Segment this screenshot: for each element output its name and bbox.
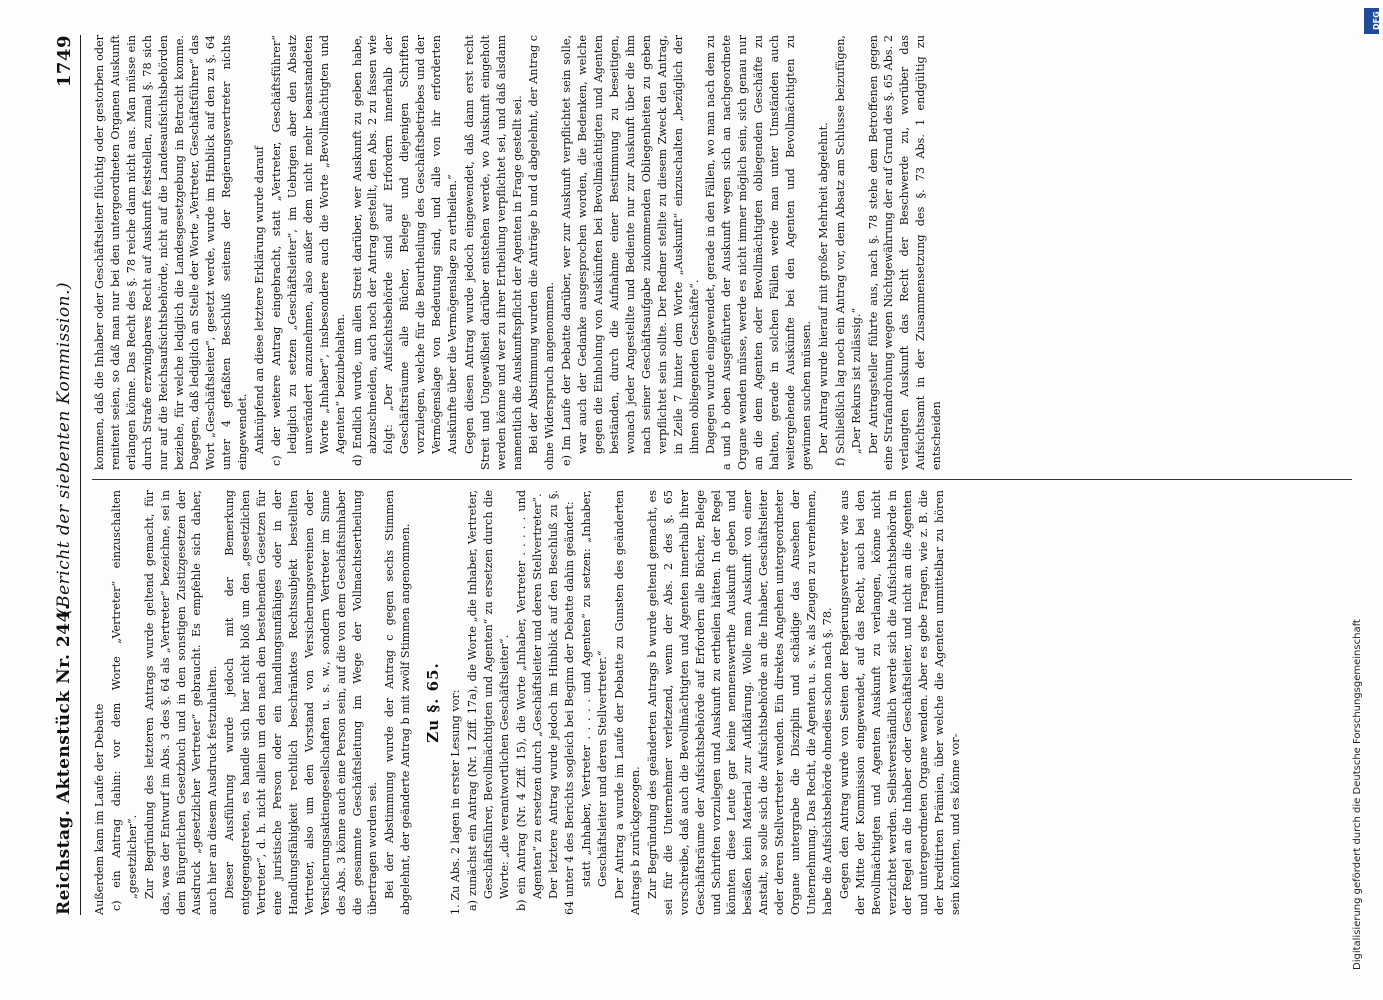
paragraph: kommen, daß die Inhaber oder Geschäftsleiter flüchtig oder gestorben oder renitent seien, so daß man nur bei den untergeordneten Organen Auskunft erlangen könne. Das Recht des §. 78 reiche dann nicht aus. Man müsse ein durch Strafe erzwingbares Recht auf Auskunft feststellen, zumal §. 78 sich nur auf die Reichsaufsichtsbehörde, nicht auf die Landesaufsichtsbehörden beziehe, für welche lediglich die Landesgesetzgebung in Betracht komme. Dagegen, daß lediglich an Stelle der Worte „Vertreter, Geschäftsführer“ das Wort „Geschäftsleiter“, gesetzt werde, wurde im Hinblick auf den zu §. 64 unter 4 gefaßten Beschluß seitens der Regierungsvertreter nichts eingewendet. bbox=[93, 35, 250, 470]
running-head bbox=[50, 35, 81, 915]
paragraph: c) ein Antrag dahin: vor dem Worte „Vertreter“ einzuschalten „gesetzlicher“. bbox=[109, 490, 139, 911]
paragraph: Anknüpfend an diese letztere Erklärung wurde darauf bbox=[253, 146, 267, 454]
paragraph: f) Schließlich lag noch ein Antrag vor, dem Absatz am Schlusse beizufügen, „Der Rekurs ist zulässig.“ bbox=[833, 35, 863, 466]
running-head-left: Reichstag. Aktenstück Nr. 244. bbox=[54, 603, 74, 915]
left-column bbox=[92, 490, 1362, 915]
running-head-center: (Bericht der siebenten Kommission.) bbox=[54, 281, 74, 615]
paragraph: Zur Begründung des geänderten Antrags b wurde geltend gemacht, es sei für die Unternehmer verletzend, wenn der Abs. 2 des §. 65 vorschreibe, daß auch die Bevollmächtigten und Agenten innerhalb ihrer Geschäftsräume der Aufsichtsbehörde auf Erfordern alle Bücher, Belege und Schriften vorzulegen und Auskunft zu ertheilen hätten. In der Regel könnten diese Leute gar keine nennenswerthe Auskunft geben und besäßen kein Material zur Aufklärung. Wolle man Auskunft von einer Anstalt, so solle sich die Aufsichtsbehörde an die Inhaber, Geschäftsleiter oder deren Stellvertreter wenden. Ein direktes Angehen untergeordneter Organe untergrabe die Disziplin und schädige das Ansehen der Unternehmung. Das Recht, die Agenten u. s. w. als Zeugen zu vernehmen, habe die Aufsichtsbehörde ohnedies schon nach §. 78. bbox=[645, 490, 834, 915]
paragraph: Der Antrag wurde hierauf mit großer Mehrheit abgelehnt. bbox=[816, 122, 830, 454]
page-number: 1749 bbox=[54, 35, 75, 88]
paragraph: statt „Inhaber, Vertreter . . . . . und Agenten“ zu setzen: „Inhaber, Geschäftsleiter und deren Stellvertreter.“ bbox=[580, 490, 610, 887]
section-heading: Zu §. 65. bbox=[424, 662, 443, 743]
paragraph: Dieser Ausführung wurde jedoch mit der Bemerkung entgegengetreten, es handle sich hier nicht bloß um den „gesetzlichen Vertreter“, d. h. nicht allein um den nach den bestehenden Gesetzen für eine juristische Person oder ein handlungsunfähiges oder in der Handlungsfähigkeit rechtlich beschränktes Rechtssubjekt bestellten Vertreter, also um den Vorstand von Versicherungsvereinen oder Versicherungsaktiengesellschaften u. s. w., sondern Vertreter im Sinne des Abs. 3 könne auch eine Person sein, auf die von dem Geschäftsinhaber die gesammte Geschäftsleitung im Wege der Vollmachtsertheilung übertragen worden sei. bbox=[223, 490, 380, 915]
paragraph: Der Antrag a wurde im Laufe der Debatte zu Gunsten des geänderten Antrags b zurückgezogen. bbox=[613, 490, 642, 915]
rotated-page-content bbox=[50, 35, 1370, 915]
paragraph: Bei der Abstimmung wurden die Anträge b und d abgelehnt, der Antrag c ohne Widerspruch angenommen. bbox=[527, 35, 557, 470]
paragraph: d) Endlich wurde, um allen Streit darüber, wer Auskunft zu geben habe, abzuschneiden, auch noch der Antrag gestellt, den Abs. 2 zu fassen wie folgt: „Der Aufsichtsbehörde sind auf Erfordern innerhalb der Geschäftsräume alle Bücher, Belege und diejenigen Schriften vorzulegen, welche für die Beurtheilung des Geschäftsbetriebes und der Vermögenslage von Bedeutung sind, und alle von ihr erforderten Auskünfte über die Vermögenslage zu ertheilen.“ bbox=[350, 35, 459, 466]
paragraph: Der Antragsteller führte aus, nach §. 78 stehe dem Betroffenen gegen eine Strafandrohung wegen Nichtgewährung der auf Grund des §. 65 Abs. 2 verlangten Auskunft das Recht der Beschwerde zu, worüber das Aufsichtsamt in der Zusammensetzung des §. 73 Abs. 1 endgültig zu entscheiden bbox=[866, 35, 944, 470]
paragraph: Gegen diesen Antrag wurde jedoch eingewendet, daß dann erst recht Streit und Ungewißheit darüber entstehen werde, wo Auskunft eingeholt werden könne und wer zu ihrer Ertheilung verpflichtet sei, und daß alsdann namentlich die Auskunftspflicht der Agenten in Frage gestellt sei. bbox=[462, 35, 524, 470]
paragraph: Außerdem kam im Laufe der Debatte bbox=[93, 703, 106, 915]
paragraph: a) zunächst ein Antrag (Nr. 1 Ziff. 17a), die Worte „die Inhaber, Vertreter, Geschäftsführer, Bevollmächtigten und Agenten“ zu ersetzen durch die Worte: „die verantwortlichen Geschäftsleiter“. bbox=[465, 490, 511, 911]
paragraph: Dagegen wurde eingewendet, gerade in den Fällen, wo man nach dem zu a und b oben Ausgeführten der Auskunft wegen sich an nachgeordnete Organe wenden müsse, werde es nicht immer möglich sein, sich genau nur an die dem Agenten oder Bevollmächtigten obliegenden Geschäfte zu halten, gerade in solchen Fällen werde man unter Umständen auch weitergehende Auskünfte bei den Agenten und Bevollmächtigten zu gewinnen suchen müssen. bbox=[704, 35, 813, 470]
right-column bbox=[92, 35, 1362, 470]
paragraph: c) der weitere Antrag eingebracht, statt „Vertreter, Geschäftsführer“ lediglich zu setzen „Geschäftsleiter“, im Uebrigen aber den Absatz unverändert anzunehmen, also außer dem nicht mehr beanstandeten Worte „Inhaber“, insbesondere auch die Worte „Bevollmächtigten und Agenten“ beizubehalten. bbox=[269, 35, 347, 466]
paragraph: Zur Begründung des letzteren Antrags wurde geltend gemacht, für das, was der Entwurf im Abs. 3 des §. 64 als „Vertreter“ bezeichne, sei in dem Bürgerlichen Gesetzbuch und in den sonstigen Zustizgesetzen der Ausdruck „gesetzlicher Vertreter“ gebraucht. Es empfehle sich daher, auch hier an diesem Ausdruck festzuhalten. bbox=[142, 490, 220, 915]
paragraph: 1. Zu Abs. 2 lagen in erster Lesung vor: bbox=[449, 689, 463, 915]
paragraph: Der letztere Antrag wurde jedoch im Hinblick auf den Beschluß zu §. 64 unter 4 des Berichts sogleich bei Beginn der Debatte dahin geändert: bbox=[547, 490, 577, 915]
paragraph: e) Im Laufe der Debatte darüber, wer zur Auskunft verpflichtet sein solle, war auch der Gedanke ausgesprochen worden, die Bedenken, welche gegen die Einholung von Auskünften bei Bevollmächtigten und Agenten beständen, durch die Aufnahme einer Bestimmung zu beseitigen, wonach jeder Angestellte und Bediente nur zur Auskunft über die ihm nach seiner Geschäftsaufgabe zukommenden Obliegenheiten zu geben verpflichtet sein sollte. Der Redner stellte zu diesem Zweck den Antrag, in Zeile 7 hinter dem Worte „Auskunft“ einzuschalten „bezüglich der ihnen obliegenden Geschäfte“. bbox=[560, 35, 701, 466]
paragraph: Gegen den Antrag wurde von Seiten der Regierungsvertreter wie aus der Mitte der Kommission eingewendet, auf das Recht, auch bei den Bevollmächtigten und Agenten Auskunft zu verlangen, könne nicht verzichtet werden. Selbstverständlich werde sich die Aufsichtsbehörde in der Regel an die Inhaber oder Geschäftsleiter, und nicht an die Agenten und untergeordneten Organe wenden. Aber es gebe Fragen, wie z. B. die der kreditirten Prämien, über welche die Agenten unmittelbar zu hören sein könnten, und es könne vor- bbox=[837, 490, 963, 915]
column-divider bbox=[92, 479, 1352, 480]
paragraph: b) ein Antrag (Nr. 4 Ziff. 15), die Worte „Inhaber, Vertreter . . . . . und Agenten“ zu ersetzen durch „Geschäftsleiter und deren Stellvertreter“. bbox=[514, 490, 544, 911]
paragraph: Bei der Abstimmung wurde der Antrag c gegen sechs Stimmen abgelehnt, der geänderte Antrag b mit zwölf Stimmen angenommen. bbox=[383, 490, 413, 915]
digitization-credit: Digitalisierung gefördert durch die Deutsche Forschungsgemeinschaft bbox=[1352, 619, 1363, 970]
dfg-logo: DFG bbox=[1364, 8, 1379, 34]
